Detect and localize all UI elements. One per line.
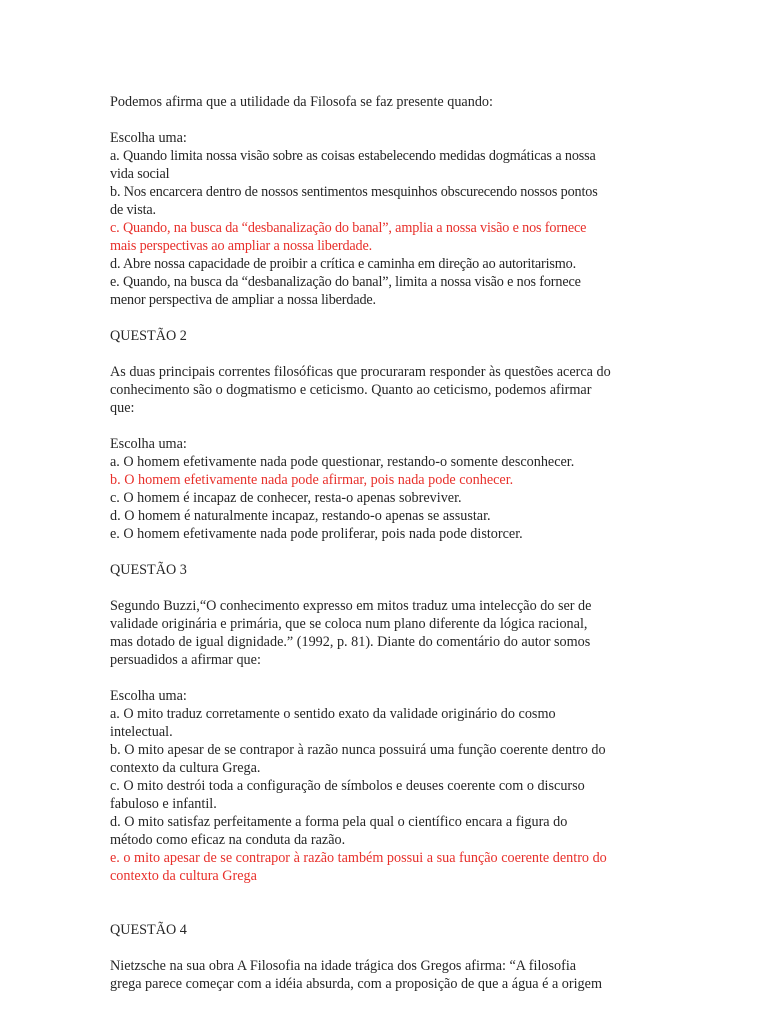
q3-prompt-line: validade originária e primária, que se coloca num plano diferente da lógica racional, bbox=[110, 616, 588, 632]
q2-option-b-correct: b. O homem efetivamente nada pode afirmar, pois nada pode conhecer. bbox=[110, 472, 514, 488]
q3-option-d: d. O mito satisfaz perfeitamente a forma pela qual o científico encara a figura do bbox=[110, 814, 568, 830]
q2-prompt-line: que: bbox=[110, 400, 135, 416]
q3-option-b-cont: contexto da cultura Grega. bbox=[110, 760, 261, 776]
q1-option-c-correct-cont: mais perspectivas ao ampliar a nossa liberdade. bbox=[110, 238, 373, 254]
q3-option-e-correct: e. o mito apesar de se contrapor à razão também possui a sua função coerente dentro do bbox=[110, 850, 607, 866]
q2-option-e: e. O homem efetivamente nada pode proliferar, pois nada pode distorcer. bbox=[110, 526, 523, 542]
q3-option-d-cont: método como eficaz na conduta da razão. bbox=[110, 832, 346, 848]
q3-option-e-correct-cont: contexto da cultura Grega bbox=[110, 868, 257, 884]
q1-option-e: e. Quando, na busca da “desbanalização do banal”, limita a nossa visão e nos fornece bbox=[110, 274, 581, 290]
q1-prompt: Podemos afirma que a utilidade da Filosofa se faz presente quando: bbox=[110, 94, 493, 110]
q3-prompt-line: mas dotado de igual dignidade.” (1992, p. 81). Diante do comentário do autor somos bbox=[110, 634, 591, 650]
q1-option-b-cont: de vista. bbox=[110, 202, 156, 218]
q3-option-a-cont: intelectual. bbox=[110, 724, 173, 740]
q3-prompt-line: Segundo Buzzi,“O conhecimento expresso em mitos traduz uma intelecção do ser de bbox=[110, 598, 592, 614]
q3-choose-label: Escolha uma: bbox=[110, 688, 187, 704]
q2-prompt-line: conhecimento são o dogmatismo e ceticismo. Quanto ao ceticismo, podemos afirmar bbox=[110, 382, 592, 398]
q2-option-c: c. O homem é incapaz de conhecer, resta-o apenas sobreviver. bbox=[110, 490, 462, 506]
q1-option-a-cont: vida social bbox=[110, 166, 170, 182]
q1-option-d: d. Abre nossa capacidade de proibir a crítica e caminha em direção ao autoritarismo. bbox=[110, 256, 577, 272]
q1-option-e-cont: menor perspectiva de ampliar a nossa liberdade. bbox=[110, 292, 376, 308]
q3-prompt-line: persuadidos a afirmar que: bbox=[110, 652, 261, 668]
q4-prompt-line: grega parece começar com a idéia absurda, com a proposição de que a água é a origem bbox=[110, 976, 602, 992]
q2-option-a: a. O homem efetivamente nada pode questionar, restando-o somente desconhecer. bbox=[110, 454, 575, 470]
q4-prompt-line: Nietzsche na sua obra A Filosofia na idade trágica dos Gregos afirma: “A filosofia bbox=[110, 958, 577, 974]
q1-option-a: a. Quando limita nossa visão sobre as coisas estabelecendo medidas dogmáticas a nossa bbox=[110, 148, 596, 164]
q2-option-d: d. O homem é naturalmente incapaz, restando-o apenas se assustar. bbox=[110, 508, 491, 524]
q1-choose-label: Escolha uma: bbox=[110, 130, 187, 146]
q4-heading: QUESTÃO 4 bbox=[110, 922, 187, 938]
q1-option-c-correct: c. Quando, na busca da “desbanalização do banal”, amplia a nossa visão e nos fornece bbox=[110, 220, 587, 236]
q3-option-c: c. O mito destrói toda a configuração de símbolos e deuses coerente com o discurso bbox=[110, 778, 585, 794]
q3-option-a: a. O mito traduz corretamente o sentido exato da validade originário do cosmo bbox=[110, 706, 556, 722]
q1-option-b: b. Nos encarcera dentro de nossos sentimentos mesquinhos obscurecendo nossos pontos bbox=[110, 184, 598, 200]
q2-prompt-line: As duas principais correntes filosóficas que procuraram responder às questões acerca do bbox=[110, 364, 611, 380]
q2-heading: QUESTÃO 2 bbox=[110, 328, 187, 344]
q3-option-b: b. O mito apesar de se contrapor à razão nunca possuirá uma função coerente dentro do bbox=[110, 742, 606, 758]
q3-option-c-cont: fabuloso e infantil. bbox=[110, 796, 217, 812]
q3-heading: QUESTÃO 3 bbox=[110, 562, 187, 578]
q2-choose-label: Escolha uma: bbox=[110, 436, 187, 452]
